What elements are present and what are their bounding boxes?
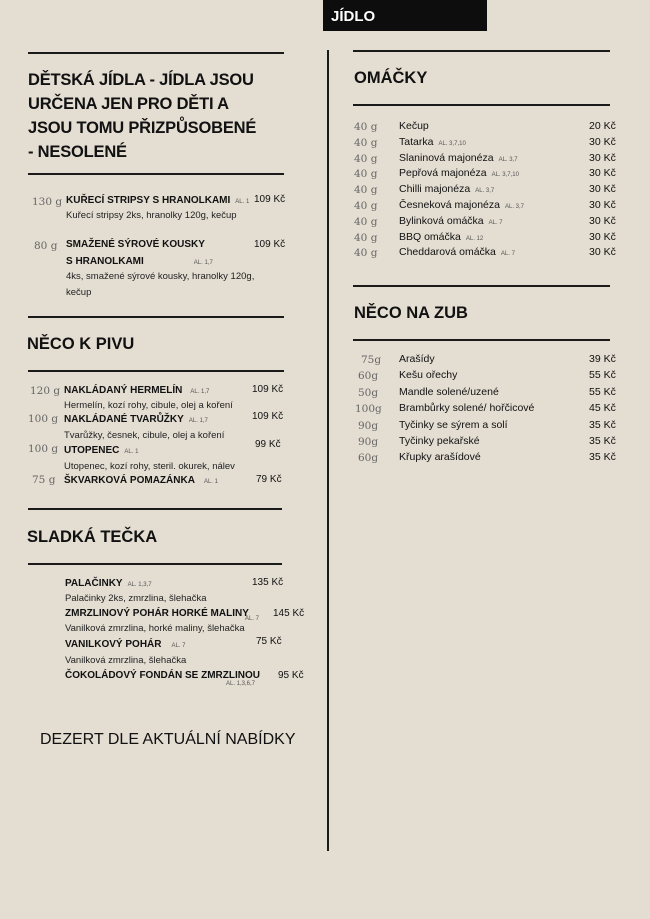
item-weight: 130 g (32, 196, 63, 208)
sweet-title: SLADKÁ TEČKA (27, 528, 158, 546)
item-weight: 100 g (28, 413, 59, 425)
item-name: Kešu ořechy (399, 369, 458, 382)
item-description: Vanilková zmrzlina, šlehačka (65, 655, 187, 666)
item-price: 35 Kč (589, 418, 616, 431)
item-name: S HRANOLKAMI AL. 1,7 (66, 256, 213, 267)
item-weight: 120 g (30, 385, 61, 397)
item-name: Slaninová majonéza AL. 3,7 (399, 151, 518, 164)
item-weight: 60g (358, 370, 379, 383)
dessert-note: DEZERT DLE AKTUÁLNÍ NABÍDKY (40, 731, 296, 748)
item-allergens: AL. 3,7 (504, 204, 524, 210)
item-description: Tvarůžky, česnek, cibule, olej a koření (64, 430, 225, 441)
item-allergens: AL. 7 (500, 251, 515, 258)
divider (28, 316, 284, 318)
item-price: 145 Kč (273, 608, 305, 619)
column-divider (327, 50, 329, 851)
item-name: Bylinková omáčka AL. 7 (399, 214, 503, 227)
divider (28, 563, 282, 565)
item-price: 30 Kč (589, 167, 616, 180)
item-description: kečup (66, 287, 92, 298)
item-weight: 40 g (354, 200, 378, 212)
item-price: 135 Kč (252, 577, 284, 588)
item-name: ZMRZLINOVÝ POHÁR HORKÉ MALINY (65, 608, 249, 619)
item-name: NAKLÁDANÝ HERMELÍN AL. 1,7 (64, 385, 210, 396)
item-weight: 90g (358, 436, 379, 448)
item-weight: 40 g (354, 168, 378, 181)
item-price: 30 Kč (589, 246, 616, 259)
item-allergens: AL. 12 (465, 235, 484, 242)
item-name: Křupky arašídové (399, 451, 481, 464)
item-price: 30 Kč (589, 214, 616, 227)
item-allergens: AL. 7 (171, 643, 186, 649)
item-name: Cheddarová omáčka AL. 7 (399, 246, 515, 259)
item-allergens: AL. 1,7 (188, 418, 208, 424)
item-allergens: AL. 1,3,6,7 (226, 681, 256, 687)
item-weight: 75g (361, 354, 382, 366)
item-name: KUŘECÍ STRIPSY S HRANOLKAMI AL. 1 (66, 195, 250, 206)
item-name: ŠKVARKOVÁ POMAZÁNKA AL. 1 (64, 475, 218, 486)
item-name: SMAŽENÉ SÝROVÉ KOUSKY (66, 239, 205, 250)
item-name: Pepřová majonéza AL. 3,7,10 (399, 167, 519, 180)
sauces-title: OMÁČKY (354, 69, 428, 87)
item-description: Palačinky 2ks, zmrzlina, šlehačka (65, 593, 207, 604)
item-allergens: AL. 1,7 (190, 389, 210, 395)
divider (28, 173, 284, 175)
item-price: 35 Kč (589, 451, 616, 464)
item-name: PALAČINKY AL. 1,3,7 (65, 578, 152, 589)
item-allergens: AL. 3,7 (475, 188, 495, 195)
item-price: 79 Kč (256, 474, 282, 485)
item-price: 30 Kč (589, 230, 616, 243)
item-allergens: AL. 7 (488, 219, 503, 226)
divider (28, 508, 282, 510)
item-weight: 40 g (354, 136, 378, 149)
item-weight: 40 g (354, 121, 378, 133)
item-price: 30 Kč (589, 199, 616, 211)
item-description: Utopenec, kozí rohy, steril. okurek, nálev (64, 461, 235, 472)
item-allergens: AL. 3,7,10 (491, 172, 519, 179)
item-description: Kuřecí stripsy 2ks, hranolky 120g, kečup (66, 210, 237, 221)
item-price: 109 Kč (252, 411, 284, 422)
item-price: 109 Kč (252, 384, 284, 395)
item-name: NAKLÁDANÉ TVARŮŽKY AL. 1,7 (64, 414, 208, 425)
item-weight: 40 g (354, 152, 378, 165)
item-weight: 40 g (354, 215, 378, 228)
item-weight: 75 g (32, 474, 56, 486)
item-name: BBQ omáčka AL. 12 (399, 230, 484, 243)
section-tab: JÍDLO (323, 0, 487, 31)
item-name: Tyčinky pekařské (399, 435, 480, 447)
item-name: Tyčinky se sýrem a solí (399, 418, 508, 431)
item-allergens: AL. 7 (245, 616, 260, 622)
item-allergens: AL. 1 (203, 479, 218, 485)
item-price: 39 Kč (589, 353, 616, 365)
item-allergens: AL. 1,3,7 (127, 582, 152, 588)
item-name: Kečup (399, 120, 429, 132)
item-weight: 50g (358, 386, 379, 399)
item-weight: 60g (358, 452, 379, 465)
item-name: UTOPENEC AL. 1 (64, 445, 139, 456)
item-weight: 40 g (354, 247, 378, 260)
item-allergens: AL. 1 (235, 199, 250, 205)
item-weight: 40 g (354, 231, 378, 244)
item-name: Brambůrky solené/ hořčicové (399, 402, 535, 415)
item-name: Česneková majonéza AL. 3,7 (399, 199, 524, 211)
item-allergens: AL. 3,7 (498, 156, 518, 163)
item-price: 95 Kč (278, 670, 304, 681)
item-price: 55 Kč (589, 385, 616, 398)
item-description: 4ks, smažené sýrové kousky, hranolky 120g, (66, 271, 255, 282)
item-price: 75 Kč (256, 636, 282, 647)
divider (28, 370, 284, 372)
item-weight: 90g (358, 419, 379, 432)
item-price: 99 Kč (255, 439, 281, 450)
item-weight: 40 g (354, 184, 378, 197)
item-name: ČOKOLÁDOVÝ FONDÁN SE ZMRZLINOU (65, 670, 260, 681)
item-weight: 100 g (28, 443, 59, 455)
beer-title: NĚCO K PIVU (27, 335, 135, 353)
item-price: 109 Kč (254, 239, 286, 250)
item-description: Vanilková zmrzlina, horké maliny, šlehačka (65, 623, 245, 634)
snacks-title: NĚCO NA ZUB (354, 304, 468, 322)
divider (28, 52, 284, 54)
item-name: VANILKOVÝ POHÁR AL. 7 (65, 639, 186, 650)
item-name: Mandle solené/uzené (399, 385, 499, 398)
item-price: 20 Kč (589, 120, 616, 132)
item-allergens: AL. 1,7 (193, 260, 213, 266)
item-allergens: AL. 1 (124, 449, 139, 455)
divider (353, 285, 610, 287)
item-price: 45 Kč (589, 402, 616, 415)
item-price: 30 Kč (589, 183, 616, 196)
item-name: Tatarka AL. 3,7,10 (399, 135, 466, 148)
item-description: Hermelín, kozí rohy, cibule, olej a koření (64, 400, 233, 411)
item-weight: 100g (355, 403, 382, 416)
kids-title: DĚTSKÁ JÍDLA - JÍDLA JSOU URČENA JEN PRO DĚTI A JSOU TOMU PŘIZPŮSOBENÉ - NESOLENÉ (28, 71, 257, 161)
item-price: 30 Kč (589, 151, 616, 164)
item-name: Arašídy (399, 353, 435, 365)
item-name: Chilli majonéza AL. 3,7 (399, 183, 495, 196)
item-price: 30 Kč (589, 135, 616, 148)
item-price: 35 Kč (589, 435, 616, 447)
item-weight: 80 g (34, 240, 58, 252)
item-price: 109 Kč (254, 194, 286, 205)
divider (353, 50, 610, 52)
divider (353, 339, 610, 341)
item-allergens: AL. 3,7,10 (438, 140, 466, 147)
item-price: 55 Kč (589, 369, 616, 382)
divider (353, 104, 610, 106)
